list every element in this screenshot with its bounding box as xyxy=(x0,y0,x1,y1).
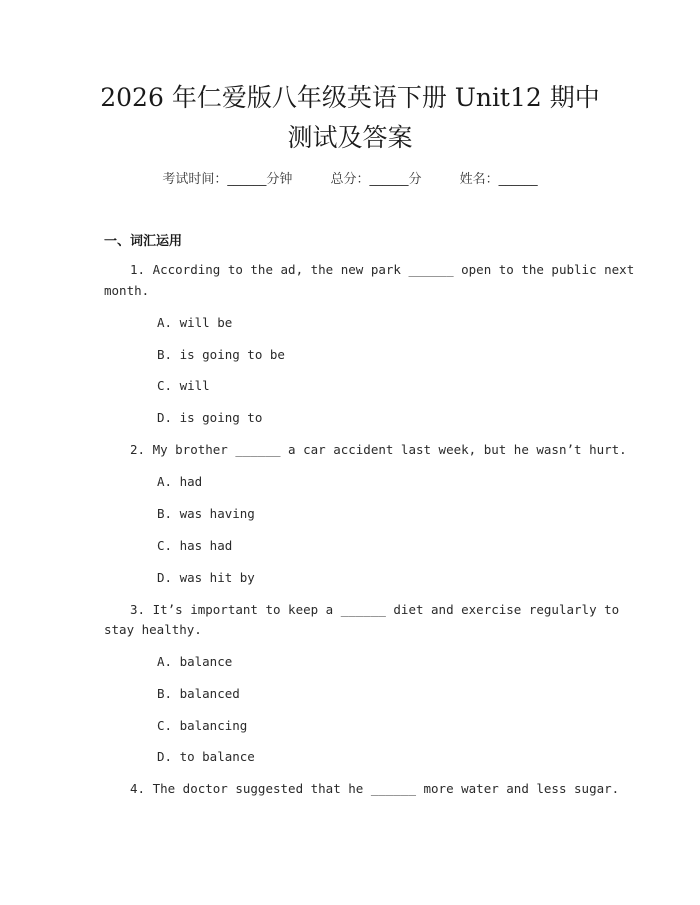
question-3-option-a: A. balance xyxy=(157,654,233,669)
question-1-text-cont: month. xyxy=(104,283,150,298)
question-1-option-d: D. is going to xyxy=(157,410,263,425)
question-1-option-c: C. will xyxy=(157,378,210,393)
exam-info xyxy=(0,168,700,187)
question-2-option-a: A. had xyxy=(157,474,203,489)
name-field: 姓名：______ xyxy=(459,172,538,187)
question-2-option-c: C. has had xyxy=(157,538,233,553)
question-3-option-c: C. balancing xyxy=(157,718,248,733)
question-1-text: 1. According to the ad, the new park ______ open to the public next xyxy=(130,262,635,277)
question-3-option-d: D. to balance xyxy=(157,749,255,764)
title-line-2: 测试及答案 xyxy=(287,123,413,152)
question-1-option-a: A. will be xyxy=(157,315,233,330)
question-1-option-b: B. is going to be xyxy=(157,347,285,362)
question-3-option-b: B. balanced xyxy=(157,686,240,701)
title-line-1: 2026 年仁爱版八年级英语下册 Unit12 期中 xyxy=(100,83,600,112)
question-4-text: 4. The doctor suggested that he ______ more water and less sugar. xyxy=(130,781,620,796)
question-3-text-cont: stay healthy. xyxy=(104,622,202,637)
exam-time-field: 考试时间：______分钟 xyxy=(162,172,293,187)
total-score-field: 总分：______分 xyxy=(330,172,422,187)
question-2-text: 2. My brother ______ a car accident last week, but he wasn’t hurt. xyxy=(130,442,627,457)
section-title: 一、词汇运用 xyxy=(104,234,183,249)
question-2-option-d: D. was hit by xyxy=(157,570,255,585)
question-2-option-b: B. was having xyxy=(157,506,255,521)
document-title xyxy=(60,78,640,158)
question-3-text: 3. It’s important to keep a ______ diet and exercise regularly to xyxy=(130,602,620,617)
